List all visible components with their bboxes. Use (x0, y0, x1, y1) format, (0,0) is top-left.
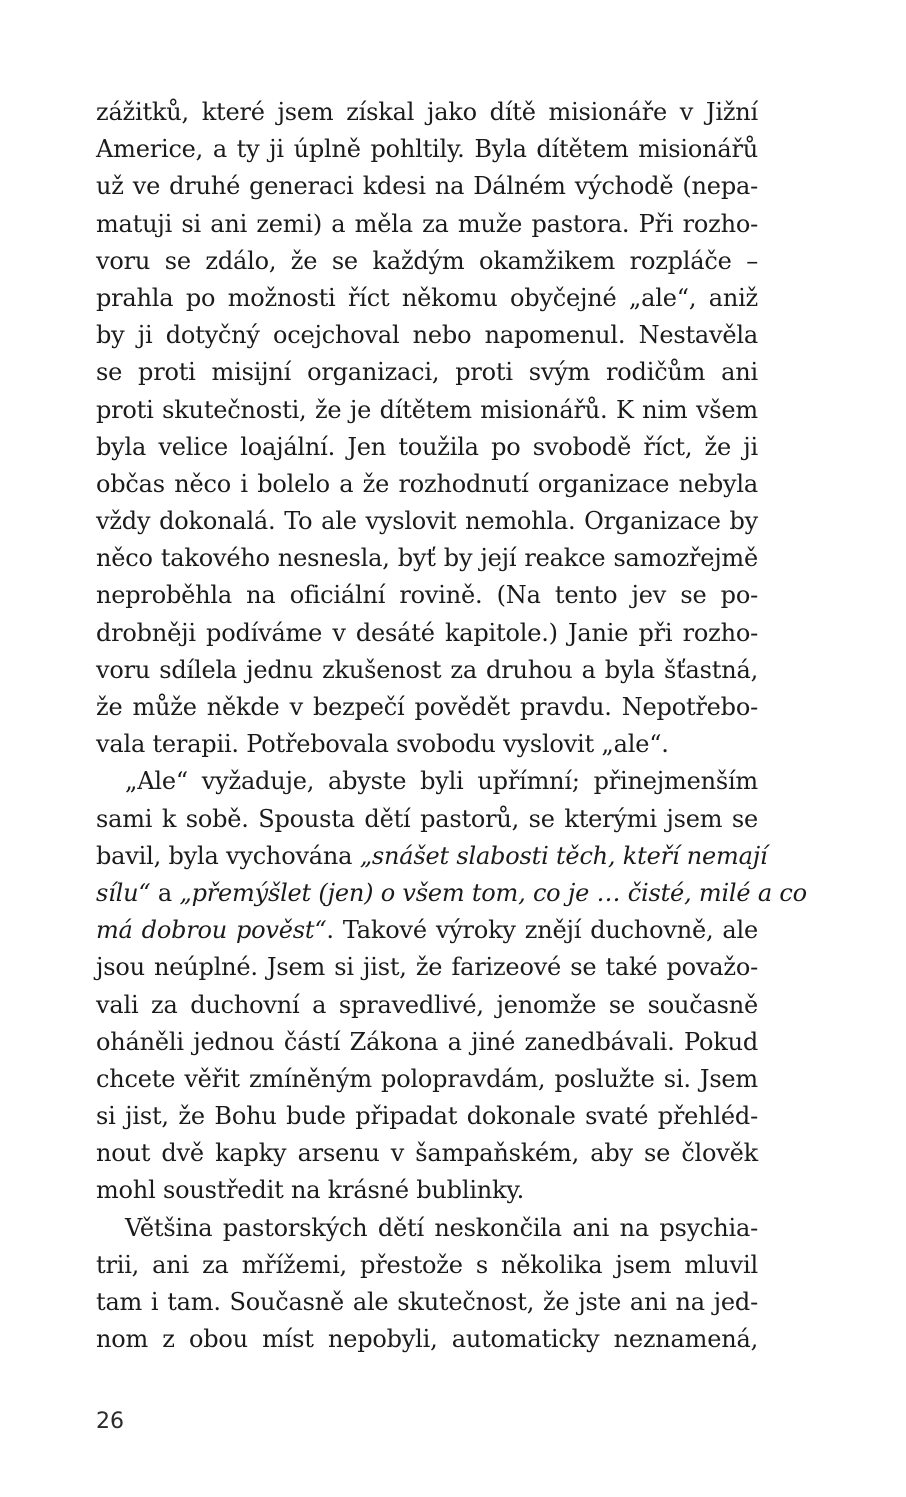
text-run: a (150, 878, 180, 907)
text-line: zážitků, které jsem získal jako dítě misionáře v Jižní (96, 98, 758, 126)
text-line: něco takového nesnesla, byť by její reakce samozřejmě (96, 544, 758, 573)
text-line: vali za duchovní a spravedlivé, jenomže se současně (96, 990, 758, 1019)
text-run: bavil, byla vychována (96, 841, 360, 870)
text-line: jsou neúplné. Jsem si jist, že farizeové se také považo- (96, 953, 758, 982)
text-line: drobněji podíváme v desáté kapitole.) Janie při rozho- (96, 618, 758, 647)
text-line: trii, ani za mřížemi, přestože s několika jsem mluvil (96, 1250, 758, 1279)
text-line: občas něco i bolelo a že rozhodnutí organizace nebyla (96, 469, 758, 498)
italic-quote: „snášet slabosti těch, kteří nemají (359, 841, 768, 870)
text-line: „Ale“ vyžaduje, abyste byli upřímní; přinejmenším (125, 767, 758, 796)
text-line (96, 912, 758, 949)
text-line: že může někde v bezpečí povědět pravdu. Nepotřebo- (96, 693, 758, 721)
text-line: tam i tam. Současně ale skutečnost, že jste ani na jed- (96, 1288, 758, 1316)
italic-quote: sílu“ (96, 878, 151, 907)
italic-quote: „přemýšlet (jen) o všem tom, co je … čisté, milé a co (179, 878, 807, 907)
text-line: Americe, a ty ji úplně pohltily. Byla dítětem misionářů (96, 135, 758, 164)
text-line: se proti misijní organizaci, proti svým rodičům ani (96, 358, 758, 387)
text-line: mohl soustředit na krásné bublinky. (96, 1176, 525, 1205)
text-line: Většina pastorských dětí neskončila ani na psychia- (125, 1213, 758, 1242)
text-line: neproběhla na oficiální rovině. (Na tento jev se po- (96, 581, 758, 610)
text-line: nout dvě kapky arsenu v šampaňském, aby se člověk (96, 1139, 758, 1168)
text-line (96, 875, 807, 912)
text-line: by ji dotyčný ocejchoval nebo napomenul. Nestavěla (96, 321, 758, 350)
page-number: 26 (96, 1409, 124, 1434)
paragraph (96, 94, 758, 763)
italic-quote: má dobrou pověst“ (96, 916, 327, 945)
text-line: matuji si ani zemi) a měla za muže pastora. Při rozho- (96, 209, 758, 238)
text-line: byla velice loajální. Jen toužila po svobodě říct, že ji (96, 432, 758, 461)
text-line: si jist, že Bohu bude připadat dokonale svaté přehléd- (96, 1102, 758, 1131)
text-line: už ve druhé generaci kdesi na Dálném východě (nepa- (96, 172, 758, 201)
paragraph (96, 763, 807, 1209)
text-line: oháněli jednou částí Zákona a jiné zanedbávali. Pokud (96, 1027, 758, 1056)
book-page (96, 94, 807, 1358)
text-line (96, 838, 768, 875)
text-line: chcete věřit zmíněným polopravdám, poslužte si. Jsem (96, 1064, 758, 1093)
text-run: . Takové výroky znějí duchovně, ale (326, 916, 758, 945)
paragraph (96, 1210, 758, 1359)
text-line: proti skutečnosti, že je dítětem misionářů. K nim všem (96, 395, 758, 424)
text-line: voru se zdálo, že se každým okamžikem rozpláče – (96, 246, 758, 275)
text-line: prahla po možnosti říct někomu obyčejné „ale“, aniž (96, 283, 758, 312)
text-line: vala terapii. Potřebovala svobodu vyslovit „ale“. (96, 730, 669, 759)
text-line: nom z obou míst nepobyli, automaticky neznamená, (96, 1325, 758, 1354)
text-line: vždy dokonalá. To ale vyslovit nemohla. Organizace by (96, 507, 758, 536)
text-line: sami k sobě. Spousta dětí pastorů, se kterými jsem se (96, 804, 758, 833)
text-line: voru sdílela jednu zkušenost za druhou a byla šťastná, (96, 655, 758, 684)
